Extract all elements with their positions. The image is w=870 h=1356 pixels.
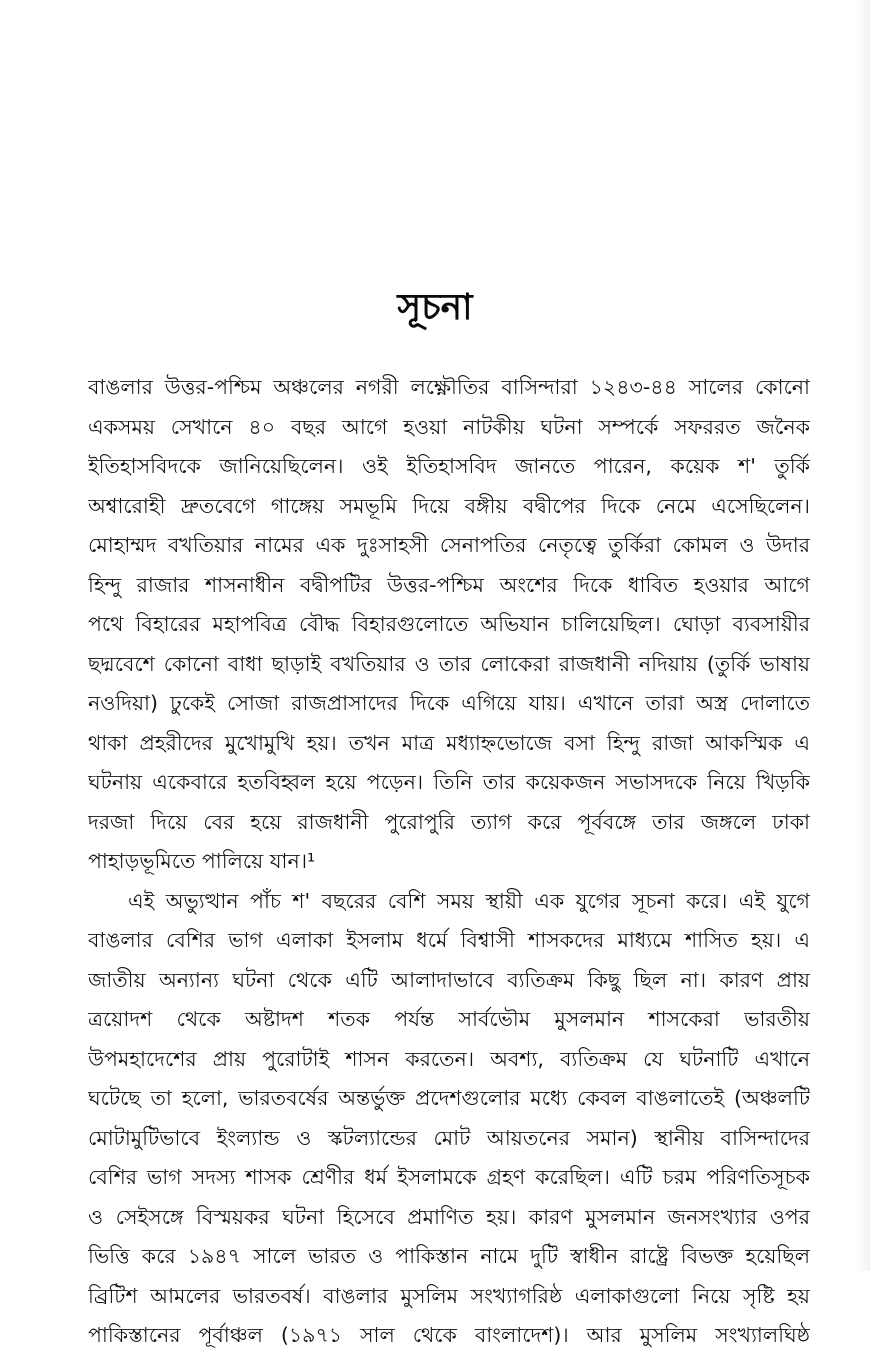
paragraph-line: ঘটেছে তা হলো, ভারতবর্ষের অন্তর্ভুক্ত প্রদেশগুলোর মধ্যে কেবল বাঙলাতেই (অঞ্চলটি [88,1086,810,1110]
paragraph-line: থাকা প্রহরীদের মুখোমুখি হয়। তখন মাত্র মধ্যাহ্নভোজে বসা হিন্দু রাজা আকস্মিক এ [88,730,810,755]
paragraph-line: অশ্বারোহী দ্রুতবেগে গাঙ্গেয় সমভূমি দিয়ে বঙ্গীয় বদ্বীপের দিকে নেমে এসেছিলেন। [88,493,810,518]
paragraph-line: ভিত্তি করে ১৯৪৭ সালে ভারত ও পাকিস্তান নামে দুটি স্বাধীন রাষ্ট্রে বিভক্ত হয়েছিল [88,1244,810,1268]
paragraph-line: জাতীয় অন্যান্য ঘটনা থেকে এটি আলাদাভাবে ব্যতিক্রম কিছু ছিল না। কারণ প্রায় [88,967,810,992]
paragraph-line: পথে বিহারের মহাপবিত্র বৌদ্ধ বিহারগুলোতে অভিযান চালিয়েছিল। ঘোড়া ব্যবসায়ীর [88,612,810,636]
paragraph-line: দরজা দিয়ে বের হয়ে রাজধানী পুরোপুরি ত্যাগ করে পূর্ববঙ্গে তার জঙ্গলে ঢাকা [88,809,810,834]
paragraph-line: মোটামুটিভাবে ইংল্যান্ড ও স্কটল্যান্ডের মোট আয়তনের সমান) স্থানীয় বাসিন্দাদের [88,1125,810,1150]
paragraph-line: বাঙলার উত্তর-পশ্চিম অঞ্চলের নগরী লক্ষ্ণৌতির বাসিন্দারা ১২৪৩-৪৪ সালের কোনো [88,375,810,399]
paragraph-line: ইতিহাসবিদকে জানিয়েছিলেন। ওই ইতিহাসবিদ জানতে পারেন, কয়েক শ' তুর্কি [88,454,810,478]
paragraph-line: একসময় সেখানে ৪০ বছর আগে হওয়া নাটকীয় ঘটনা সম্পর্কে সফররত জনৈক [88,414,810,439]
paragraph-2 [88,882,810,1356]
paragraph-1 [88,368,810,882]
paragraph-line: হিন্দু রাজার শাসনাধীন বদ্বীপটির উত্তর-পশ্চিম অংশের দিকে ধাবিত হওয়ার আগে [88,572,810,597]
chapter-title: সূচনা [397,287,473,328]
paragraph-line: ত্রয়োদশ থেকে অষ্টাদশ শতক পর্যন্ত সার্বভৌম মুসলমান শাসকেরা ভারতীয় [88,1007,810,1031]
paragraph-line: ঘটনায় একেবারে হতবিহ্বল হয়ে পড়েন। তিনি তার কয়েকজন সভাসদকে নিয়ে খিড়কি [88,770,810,794]
body-text [88,368,810,1356]
paragraph-line: এই অভ্যুত্থান পাঁচ শ' বছরের বেশি সময় স্থায়ী এক যুগের সূচনা করে। এই যুগে [128,888,810,913]
paragraph-line: পাকিস্তানের পূর্বাঞ্চল (১৯৭১ সাল থেকে বাংলাদেশ)। আর মুসলিম সংখ্যালঘিষ্ঠ [88,1323,810,1347]
paragraph-line: ও সেইসঙ্গে বিস্ময়কর ঘটনা হিসেবে প্রমাণিত হয়। কারণ মুসলমান জনসংখ্যার ওপর [88,1204,810,1229]
paragraph-line: বাঙলার বেশির ভাগ এলাকা ইসলাম ধর্মে বিশ্বাসী শাসকদের মাধ্যমে শাসিত হয়। এ [88,928,810,952]
scan-edge-shadow [856,0,870,1271]
paragraph-line: ব্রিটিশ আমলের ভারতবর্ষ। বাঙলার মুসলিম সংখ্যাগরিষ্ঠ এলাকাগুলো নিয়ে সৃষ্টি হয় [88,1283,810,1308]
paragraph-line: মোহাম্মদ বখতিয়ার নামের এক দুঃসাহসী সেনাপতির নেতৃত্বে তুর্কিরা কোমল ও উদার [88,533,810,557]
paragraph-line: বেশির ভাগ সদস্য শাসক শ্রেণীর ধর্ম ইসলামকে গ্রহণ করেছিল। এটি চরম পরিণতিসূচক [88,1165,810,1189]
paragraph-line: উপমহাদেশের প্রায় পুরোটাই শাসন করতেন। অবশ্য, ব্যতিক্রম যে ঘটনাটি এখানে [88,1046,810,1071]
paragraph-line: ছদ্মবেশে কোনো বাধা ছাড়াই বখতিয়ার ও তার লোকেরা রাজধানী নদিয়ায় (তুর্কি ভাষায় [88,651,810,676]
paragraph-line: পাহাড়ভূমিতে পালিয়ে যান।¹ [88,849,316,873]
paragraph-line: নওদিয়া) ঢুকেই সোজা রাজপ্রাসাদের দিকে এগিয়ে যায়। এখানে তারা অস্ত্র দোলাতে [88,691,810,715]
